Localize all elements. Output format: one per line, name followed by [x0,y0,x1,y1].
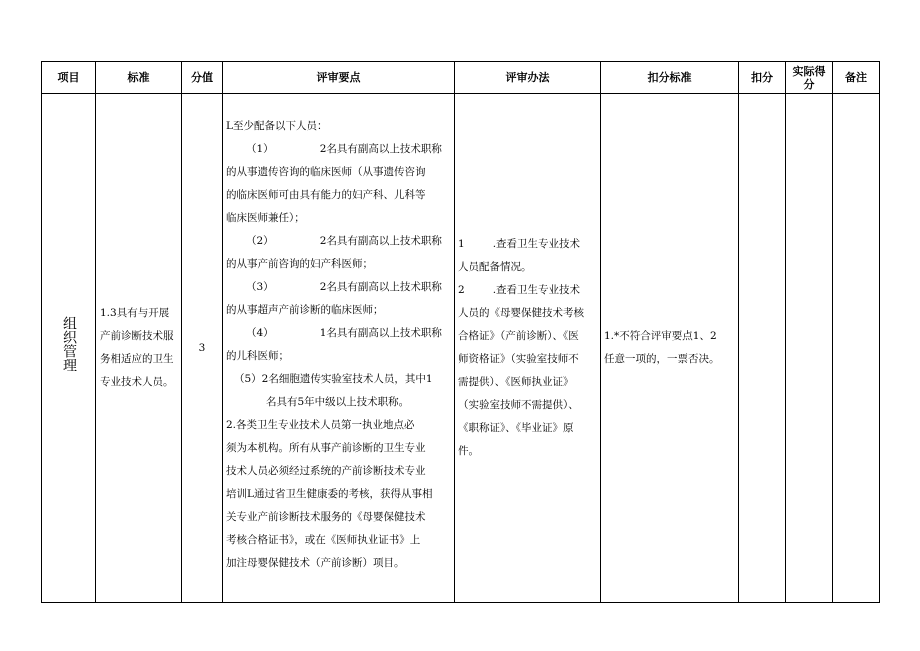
points-line: 的从事遗传咨询的临床医师（从事遗传咨询 [226,166,426,178]
points-line: 考核合格证书》，或在《医师执业证书》上 [226,534,421,546]
deduct-line: 任意一项的，一票否决。 [604,353,720,365]
method-line: 合格证》（产前诊断）、《医 [458,330,579,342]
method-text: .查看卫生专业技术 [492,284,581,296]
points-line: 技术人员必须经过系统的产前诊断技术专业 [226,465,426,477]
points-line: 的从事产前咨询的妇产科医师； [226,258,373,270]
method-line [458,279,597,302]
point-text: 2名具有副高以上技术职称 [319,235,442,247]
header-score: 分值 [182,62,223,94]
point-number: （4） [246,327,274,339]
item-cell [42,94,96,603]
points-line: 的从事超声产前诊断的临床医师； [226,304,384,316]
header-row [42,62,880,94]
method-line: 需提供）、《医师执业证》 [458,376,574,388]
header-remarks: 备注 [833,62,880,94]
method-number: 1 [458,238,465,250]
points-line [226,322,451,345]
method-line: 人员的《母婴保健技术考核 [458,307,584,319]
header-actual-score: 实际得分 [786,62,833,94]
deduct-line: 1.*不符合评审要点1、2 [604,330,717,342]
score-cell: 3 [182,94,223,603]
item-label: 组织管理 [61,315,77,372]
method-line [458,233,597,256]
remarks-cell[interactable] [833,94,880,603]
point-text: 2名具有副高以上技术职称 [319,281,442,293]
header-points: 评审要点 [223,62,455,94]
points-line [226,276,451,299]
points-line [226,230,451,253]
deduct-standard-cell [601,94,739,603]
points-line: 加注母婴保健技术（产前诊断）项目。 [226,557,405,569]
header-method: 评审办法 [455,62,601,94]
review-points-cell [223,94,455,603]
header-standard: 标准 [96,62,182,94]
method-line: 件。 [458,445,479,457]
point-number: （1） [246,143,274,155]
method-line: 师资格证》（实验室技师不 [458,353,579,365]
points-line: 临床医师兼任）； [226,212,305,224]
actual-score-cell[interactable] [786,94,833,603]
method-text: .查看卫生专业技术 [492,238,581,250]
point-number: （2） [246,235,274,247]
points-line: 的临床医师可由具有能力的妇产科、儿科等 [226,189,426,201]
points-line: 关专业产前诊断技术服务的《母婴保健技术 [226,511,426,523]
method-number: 2 [458,284,465,296]
points-line: 培训L通过省卫生健康委的考核，获得从事相 [226,488,433,500]
points-line: 须为本机构。所有从事产前诊断的卫生专业 [226,442,426,454]
point-text: 1名具有副高以上技术职称 [319,327,442,339]
header-item: 项目 [42,62,96,94]
header-deduction: 扣分 [739,62,786,94]
method-line: （实验室技师不需提供）、 [458,399,579,411]
point-number: （3） [246,281,274,293]
method-line: 《职称证》、《毕业证》原 [458,422,574,434]
deduction-cell[interactable] [739,94,786,603]
points-line: 的儿科医师； [226,350,289,362]
points-intro: L至少配备以下人员： [226,120,328,132]
points-line: （5）2名细胞遗传实验室技术人员，其中1 [234,373,433,385]
standard-cell: 1.3具有与开展产前诊断技术服务相适应的卫生专业技术人员。 [96,94,182,603]
review-table [41,61,880,603]
header-deduct-standard: 扣分标准 [601,62,739,94]
points-line: 2.各类卫生专业技术人员第一执业地点必 [226,419,415,431]
table-row [42,94,880,603]
review-method-cell [455,94,601,603]
points-line: 名具有5年中级以上技术职称。 [266,396,410,408]
points-line [226,138,451,161]
point-text: 2名具有副高以上技术职称 [319,143,442,155]
method-line: 人员配备情况。 [458,261,532,273]
